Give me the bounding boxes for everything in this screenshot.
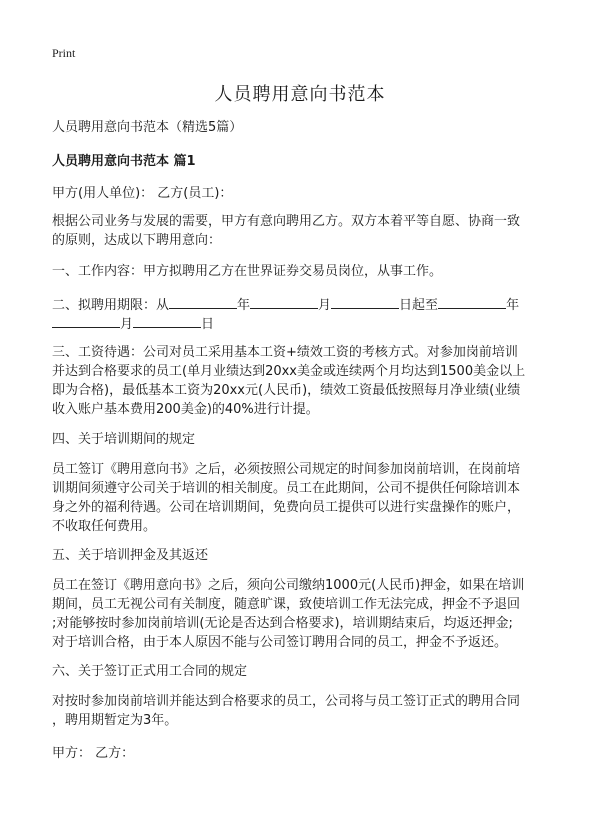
- item2-term-line-2: [52, 313, 552, 335]
- item2-day-to: 日起至: [399, 298, 439, 313]
- blank-end-year: [438, 294, 506, 309]
- item5-line-1: 员工在签订《聘用意向书》之后，须向公司缴纳1000元(人民币)押金，如果在培训: [52, 578, 525, 593]
- blank-end-day: [133, 313, 201, 328]
- item6-line-1: 对按时参加岗前培训并能达到合格要求的员工，公司将与员工签订正式的聘用合同: [52, 694, 521, 709]
- blank-start-month: [250, 294, 318, 309]
- item3-line-2: 并达到合格要求的员工(单月业绩达到20xx美金或连续两个月均达到1500美金以上: [52, 364, 526, 379]
- item6-heading: 六、关于签订正式用工合同的规定: [52, 664, 248, 679]
- item5-line-4: 对于培训合格，由于本人原因不能与公司签订聘用合同的员工，押金不予返还。: [52, 635, 508, 650]
- item2-month-2: 月: [120, 317, 134, 332]
- item4-line-2: 训期间须遵守公司关于培训的相关制度。员工在此期间，公司不提供任何除培训本: [52, 481, 521, 496]
- blank-start-day: [331, 294, 399, 309]
- item3-line-1: 三、工资待遇：公司对员工采用基本工资+绩效工资的考核方式。对参加岗前培训: [52, 345, 518, 360]
- blank-start-year: [169, 294, 237, 309]
- print-link[interactable]: Print: [52, 46, 76, 60]
- item5-line-3: ;对能够按时参加岗前培训(无论是否达到合格要求)，培训期结束后，均返还押金;: [52, 616, 513, 631]
- item3-line-3: 即为合格)，最低基本工资为20xx元(人民币)，绩效工资最低按照每月净业绩(业绩: [52, 383, 521, 398]
- item3-line-4: 收入账户基本费用200美金)的40%进行计提。: [52, 402, 319, 417]
- signature-line: 甲方： 乙方：: [52, 746, 135, 761]
- item2-day-2: 日: [201, 317, 215, 332]
- item4-line-3: 身之外的福利待遇。公司在培训期间，免费向员工提供可以进行实盘操作的账户，: [52, 500, 521, 515]
- item1-work-content: 一、工作内容：甲方拟聘用乙方在世界证券交易员岗位，从事工作。: [52, 264, 443, 279]
- item5-heading: 五、关于培训押金及其返还: [52, 548, 209, 563]
- item4-line-1: 员工签订《聘用意向书》之后，必须按照公司规定的时间参加岗前培训，在岗前培: [52, 462, 521, 477]
- intro-line-2: 的原则，达成以下聘用意向：: [52, 233, 222, 248]
- item2-month-1: 月: [318, 298, 332, 313]
- blank-end-month: [52, 313, 120, 328]
- item6-line-2: ，聘用期暂定为3年。: [52, 713, 178, 728]
- item2-year-1: 年: [237, 298, 251, 313]
- document-subtitle: 人员聘用意向书范本（精选5篇）: [52, 120, 243, 135]
- document-title: 人员聘用意向书范本: [214, 84, 386, 105]
- item4-heading: 四、关于培训期间的规定: [52, 432, 196, 447]
- item2-prefix: 二、拟聘用期限：从: [52, 298, 170, 313]
- section-heading: 人员聘用意向书范本 篇1: [52, 154, 196, 169]
- item5-line-2: 期间，员工无视公司有关制度，随意旷课，致使培训工作无法完成，押金不予退回: [52, 597, 521, 612]
- item4-line-4: 不收取任何费用。: [52, 519, 157, 534]
- item2-year-2: 年: [506, 298, 520, 313]
- intro-line-1: 根据公司业务与发展的需要，甲方有意向聘用乙方。双方本着平等自愿、协商一致: [52, 214, 521, 229]
- parties-line: 甲方(用人单位)： 乙方(员工)：: [52, 186, 233, 201]
